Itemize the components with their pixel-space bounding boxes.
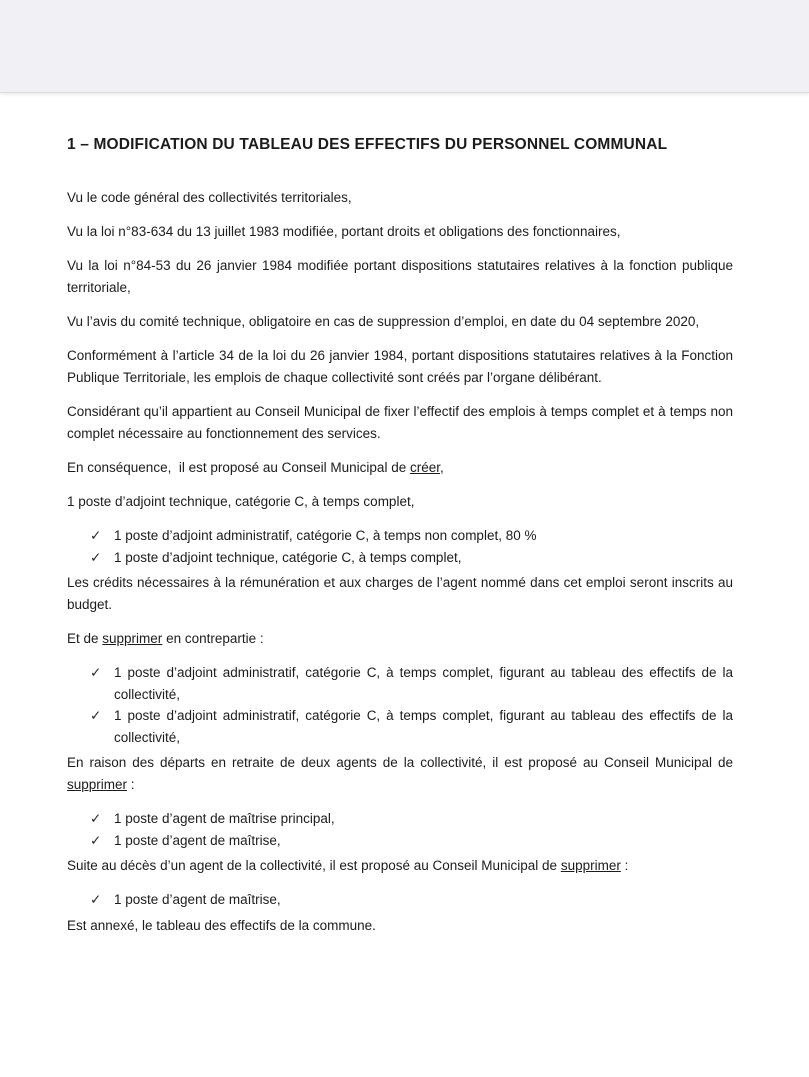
et-de-text: Et de: [67, 631, 103, 646]
list-item: [90, 808, 733, 830]
check-icon: ✓: [90, 832, 102, 848]
consequence-punct: ,: [439, 460, 444, 475]
list-item: [90, 662, 733, 705]
checklist-retraite: [67, 808, 733, 851]
list-item-text: 1 poste d’adjoint administratif, catégorie C, à temps complet, figurant au tableau des effectifs de la collectivité,: [114, 665, 733, 702]
retraite-punct: :: [127, 777, 135, 792]
viewer-top-band: [0, 0, 809, 93]
checklist-contrepartie: [67, 662, 733, 748]
underlined-supprimer: supprimer: [102, 631, 163, 646]
list-item-text: 1 poste d’adjoint administratif, catégorie C, à temps complet, figurant au tableau des effectifs de la collectivité,: [114, 708, 733, 745]
paragraph-conformement: Conformément à l’article 34 de la loi du 26 janvier 1984, portant dispositions statutaires relatives à la Fonction Publique Territoriale, les emplois de chaque collectivité sont créés par l’organe délibérant.: [67, 348, 733, 385]
list-item: [90, 889, 733, 911]
paragraph-consequence: [67, 457, 733, 479]
retraite-text: En raison des départs en retraite de deux agents de la collectivité, il est proposé au Conseil Municipal de: [67, 755, 733, 770]
paragraph-vu-loi-83: Vu la loi n°83-634 du 13 juillet 1983 modifiée, portant droits et obligations des fonctionnaires,: [67, 224, 621, 239]
checklist-creation: [67, 525, 733, 568]
checklist-deces: [67, 889, 733, 911]
list-item: [90, 705, 733, 748]
list-item-text: 1 poste d’agent de maîtrise,: [114, 832, 281, 848]
paragraph-vu-loi-84: Vu la loi n°84-53 du 26 janvier 1984 modifiée portant dispositions statutaires relatives à la fonction publique territoriale,: [67, 258, 733, 295]
paragraph-annexe: Est annexé, le tableau des effectifs de la commune.: [67, 917, 376, 933]
list-item-text: 1 poste d’adjoint administratif, catégorie C, à temps non complet, 80 %: [114, 528, 537, 543]
check-icon: ✓: [90, 549, 102, 565]
check-icon: ✓: [90, 811, 102, 826]
document-page: [0, 93, 809, 937]
underlined-supprimer: supprimer: [67, 777, 128, 792]
list-item: [90, 830, 733, 852]
paragraph-deces: [67, 855, 733, 877]
check-icon: ✓: [90, 708, 102, 723]
paragraph-vu-code: Vu le code général des collectivités territoriales,: [67, 190, 352, 205]
deces-punct: :: [620, 858, 629, 873]
consequence-text: En conséquence, il est proposé au Conseil Municipal de: [67, 460, 410, 475]
list-item-text: 1 poste d’agent de maîtrise principal,: [114, 811, 335, 826]
section-title: 1 – MODIFICATION DU TABLEAU DES EFFECTIFS DU PERSONNEL COMMUNAL: [67, 136, 668, 153]
paragraph-considerant: Considérant qu’il appartient au Conseil Municipal de fixer l’effectif des emplois à temps complet et à temps non complet nécessaire au fonctionnement des services.: [67, 404, 733, 441]
paragraph-et-de-supprimer: [67, 628, 733, 650]
list-item-text: 1 poste d’adjoint technique, catégorie C, à temps complet,: [114, 549, 462, 565]
check-icon: ✓: [90, 665, 102, 680]
list-item: [90, 547, 733, 569]
check-icon: ✓: [90, 892, 102, 907]
check-icon: ✓: [90, 528, 102, 543]
underlined-creer: créer: [409, 460, 440, 475]
deces-text: Suite au décès d’un agent de la collectivité, il est proposé au Conseil Municipal de: [67, 858, 561, 873]
paragraph-retraite: [67, 752, 733, 796]
list-item-text: 1 poste d’agent de maîtrise,: [114, 892, 281, 907]
list-item: [90, 525, 733, 547]
paragraph-poste-technique: 1 poste d’adjoint technique, catégorie C, à temps complet,: [67, 494, 415, 509]
underlined-supprimer: supprimer: [560, 858, 621, 873]
paragraph-credits: Les crédits nécessaires à la rémunération et aux charges de l’agent nommé dans cet emploi seront inscrits au budget.: [67, 575, 733, 612]
et-de-punct: en contrepartie :: [162, 631, 264, 646]
paragraph-vu-avis: Vu l’avis du comité technique, obligatoire en cas de suppression d’emploi, en date du 04 septembre 2020,: [67, 314, 700, 329]
